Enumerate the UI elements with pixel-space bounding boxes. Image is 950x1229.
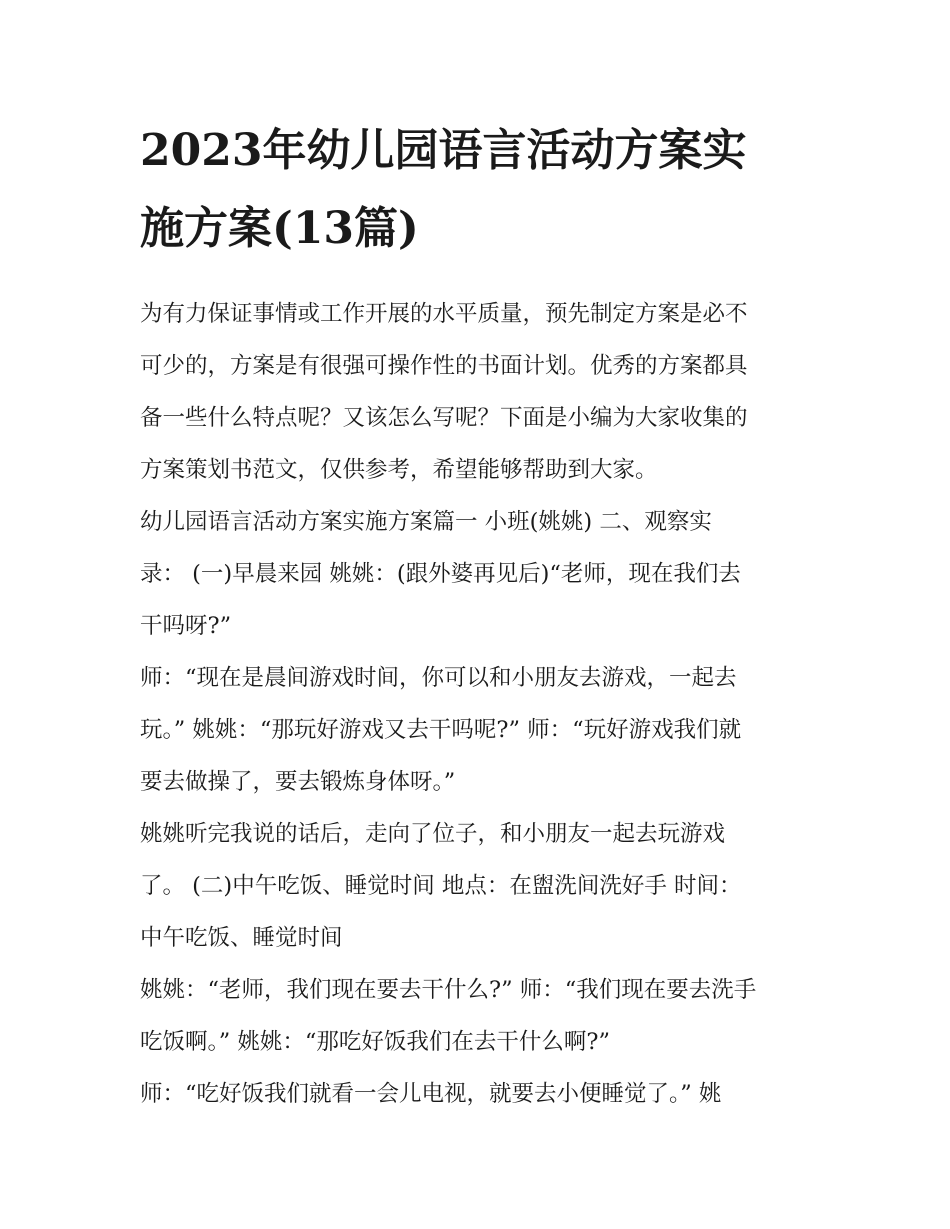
text-line: 为有力保证事情或工作开展的水平质量，预先制定方案是必不 [140,301,748,327]
document-page [140,112,812,1120]
text-line: 幼儿园语言活动方案实施方案篇一 小班(姚姚) 二、观察实 [140,509,712,535]
document-title [140,112,812,268]
text-line: 可少的，方案是有很强可操作性的书面计划。优秀的方案都具 [140,353,748,379]
body-paragraph [140,808,812,964]
title-line: 施方案(13篇) [140,203,419,254]
title-line: 2023年幼儿园语言活动方案实 [140,125,747,176]
text-line: 录： (一)早晨来园 姚姚：(跟外婆再见后)“老师，现在我们去 [140,561,741,587]
text-line: 姚姚：“老师，我们现在要去干什么?” 师：“我们现在要去洗手 [140,977,757,1003]
text-line: 姚姚听完我说的话后，走向了位子，和小朋友一起去玩游戏 [140,821,726,847]
intro-paragraph [140,288,812,496]
text-line: 师：“现在是晨间游戏时间，你可以和小朋友去游戏，一起去 [140,665,737,691]
text-line: 了。 (二)中午吃饭、睡觉时间 地点：在盥洗间洗好手 时间： [140,873,742,899]
body-paragraph [140,1068,812,1120]
body-paragraph [140,496,812,652]
body-paragraph [140,964,812,1068]
body-paragraph [140,652,812,808]
text-line: 中午吃饭、睡觉时间 [140,925,343,951]
text-line: 备一些什么特点呢？又该怎么写呢？下面是小编为大家收集的 [140,405,748,431]
text-line: 玩。” 姚姚：“那玩好游戏又去干吗呢?” 师：“玩好游戏我们就 [140,717,742,743]
text-line: 干吗呀?” [140,613,232,639]
text-line: 方案策划书范文，仅供参考，希望能够帮助到大家。 [140,457,658,483]
text-line: 吃饭啊。” 姚姚：“那吃好饭我们在去干什么啊?” [140,1029,610,1055]
text-line: 师：“吃好饭我们就看一会儿电视，就要去小便睡觉了。” 姚 [140,1081,722,1107]
text-line: 要去做操了，要去锻炼身体呀。” [140,769,456,795]
